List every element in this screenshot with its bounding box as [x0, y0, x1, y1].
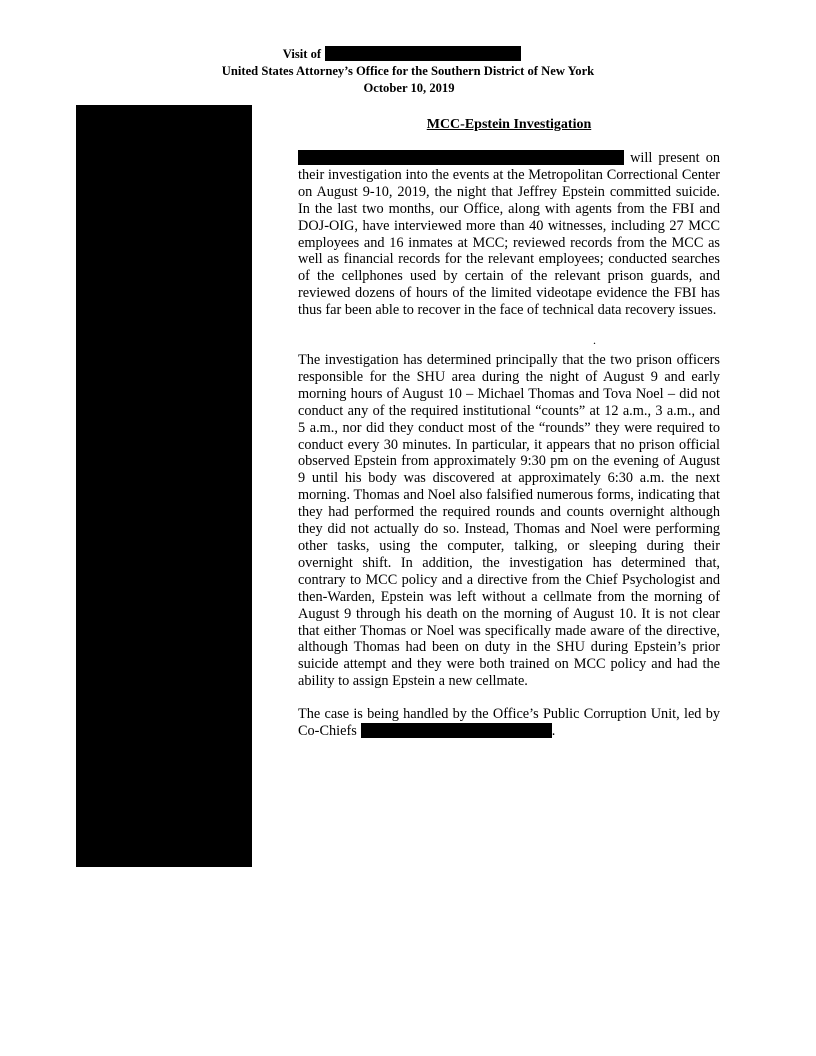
paragraph-3-text: The case is being handled by the Office’s Public Corruption Unit, led by Co-Chiefs: [298, 706, 720, 739]
redaction-co-chiefs: [361, 723, 552, 738]
office-line: United States Attorney’s Office for the Southern District of New York: [221, 64, 595, 78]
stray-mark: .: [593, 333, 596, 347]
redaction-left-column: [76, 105, 252, 867]
section-title-text: MCC-Epstein Investigation: [426, 117, 592, 132]
document-header: [0, 46, 816, 97]
visit-prefix: Visit of: [282, 47, 322, 61]
paragraph-3-end: .: [551, 722, 556, 739]
paragraph-1-text: will present on their investigation into the events at the Metropolitan Correctional Center on August 9-10, 2019, the night that Jeffrey Epstein committed suicide. In the last two months, our Office, along with agents from the FBI and DOJ-OIG, have interviewed more than 40 witnesses, including 27 MCC employees and 16 inmates at MCC; reviewed records from the MCC as well as financial records for the relevant employees; conducted searches of the cellphones used by certain of the relevant prison guards, and reviewed dozens of hours of the limited videotape evidence the FBI has thus far been able to recover in the face of technical data recovery issues.: [298, 150, 720, 319]
visit-line: [0, 46, 810, 63]
paragraph-3: [298, 706, 720, 740]
paragraph-2: The investigation has determined principally that the two prison officers responsible for the SHU area during the night of August 9 and early morning hours of August 10 – Michael Thomas and Tova Noel – did not conduct any of the required institutional “counts” at 12 a.m., 3 a.m., and 5 a.m., nor did they conduct most of the “rounds” they were required to conduct every 30 minutes. In particular, it appears that no prison official observed Epstein from approximately 9:30 pm on the evening of August 9 until his body was discovered at approximately 6:30 a.m. the next morning. Thomas and Noel also falsified numerous forms, indicating that they had performed the required rounds and counts overnight although they did not actually do so. Instead, Thomas and Noel were performing other tasks, using the computer, talking, or sleeping during their overnight shift. In addition, the investigation has determined that, contrary to MCC policy and a directive from the Chief Psychologist and then-Warden, Epstein was left without a cellmate from the morning of August 9 through his death on the morning of August 10. It is not clear that either Thomas or Noel was specifically made aware of the directive, although Thomas had been on duty in the SHU during Epstein’s prior suicide attempt and they were both trained on MCC policy and had the ability to assign Epstein a new cellmate.: [298, 352, 720, 690]
paragraph-1: [298, 150, 720, 319]
redaction-presenters: [298, 150, 624, 165]
date-line: October 10, 2019: [363, 81, 455, 95]
section-title: [298, 116, 720, 134]
redaction-visitor-name: [325, 46, 521, 61]
